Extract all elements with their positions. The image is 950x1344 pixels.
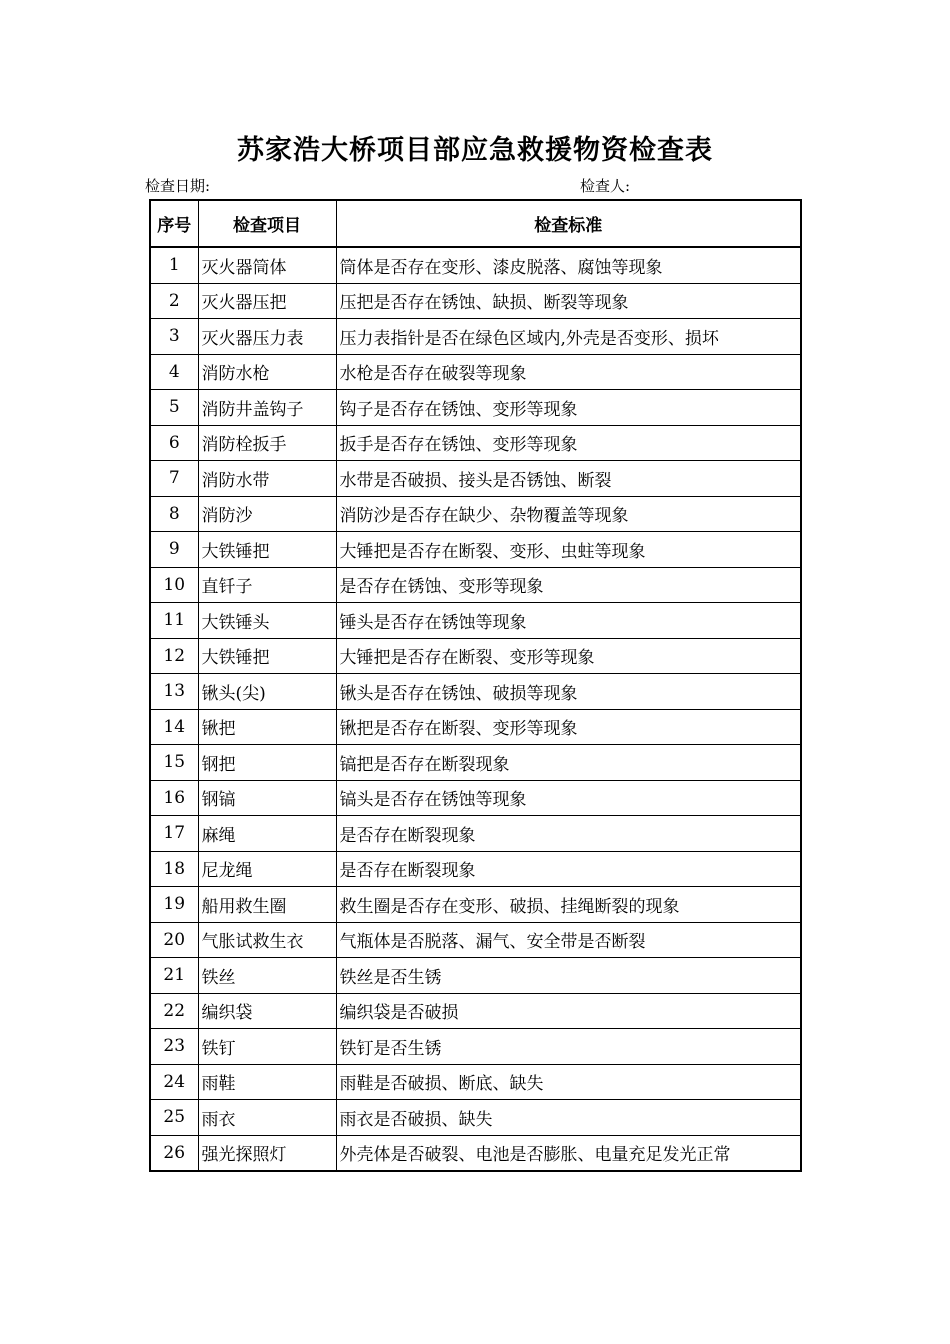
inspection-standard-cell: 雨衣是否破损、缺失 xyxy=(336,1100,801,1136)
serial-no-cell: 7 xyxy=(150,461,198,497)
header-inspection-standard: 检查标准 xyxy=(336,200,801,247)
table-row xyxy=(150,780,801,816)
serial-no-cell: 6 xyxy=(150,425,198,461)
serial-no-cell: 4 xyxy=(150,354,198,390)
table-row xyxy=(150,1064,801,1100)
inspection-item-cell: 消防沙 xyxy=(198,496,336,532)
table-row xyxy=(150,638,801,674)
inspection-standard-cell: 锹头是否存在锈蚀、破损等现象 xyxy=(336,674,801,710)
inspection-item-cell: 尼龙绳 xyxy=(198,851,336,887)
inspection-item-cell: 雨鞋 xyxy=(198,1064,336,1100)
inspection-standard-cell: 气瓶体是否脱落、漏气、安全带是否断裂 xyxy=(336,922,801,958)
inspection-standard-cell: 筒体是否存在变形、漆皮脱落、腐蚀等现象 xyxy=(336,247,801,283)
table-row xyxy=(150,567,801,603)
inspection-standard-cell: 水枪是否存在破裂等现象 xyxy=(336,354,801,390)
inspection-item-cell: 灭火器压把 xyxy=(198,283,336,319)
inspection-item-cell: 船用救生圈 xyxy=(198,887,336,923)
inspection-standard-cell: 外壳体是否破裂、电池是否膨胀、电量充足发光正常 xyxy=(336,1135,801,1171)
inspection-item-cell: 麻绳 xyxy=(198,816,336,852)
table-row xyxy=(150,532,801,568)
table-row xyxy=(150,354,801,390)
inspection-item-cell: 消防水枪 xyxy=(198,354,336,390)
serial-no-cell: 19 xyxy=(150,887,198,923)
serial-no-cell: 8 xyxy=(150,496,198,532)
serial-no-cell: 2 xyxy=(150,283,198,319)
inspection-standard-cell: 钩子是否存在锈蚀、变形等现象 xyxy=(336,390,801,426)
inspection-standard-cell: 锹把是否存在断裂、变形等现象 xyxy=(336,709,801,745)
inspection-item-cell: 大铁锤头 xyxy=(198,603,336,639)
inspection-standard-cell: 水带是否破损、接头是否锈蚀、断裂 xyxy=(336,461,801,497)
inspection-standard-cell: 是否存在锈蚀、变形等现象 xyxy=(336,567,801,603)
inspection-standard-cell: 大锤把是否存在断裂、变形、虫蛀等现象 xyxy=(336,532,801,568)
inspection-item-cell: 钢把 xyxy=(198,745,336,781)
serial-no-cell: 15 xyxy=(150,745,198,781)
inspection-date-label: 检查日期: xyxy=(145,177,211,195)
inspection-item-cell: 消防水带 xyxy=(198,461,336,497)
serial-no-cell: 3 xyxy=(150,319,198,355)
inspection-standard-cell: 铁丝是否生锈 xyxy=(336,958,801,994)
inspection-standard-cell: 铁钉是否生锈 xyxy=(336,1029,801,1065)
header-serial-no: 序号 xyxy=(150,200,198,247)
inspection-item-cell: 锹头(尖) xyxy=(198,674,336,710)
inspection-item-cell: 大铁锤把 xyxy=(198,638,336,674)
page-title: 苏家浩大桥项目部应急救援物资检查表 xyxy=(237,135,713,166)
inspection-item-cell: 铁钉 xyxy=(198,1029,336,1065)
header-inspection-item: 检查项目 xyxy=(198,200,336,247)
inspection-standard-cell: 是否存在断裂现象 xyxy=(336,851,801,887)
inspector-label: 检查人: xyxy=(580,177,631,195)
table-row xyxy=(150,887,801,923)
inspection-standard-cell: 压把是否存在锈蚀、缺损、断裂等现象 xyxy=(336,283,801,319)
inspection-item-cell: 锹把 xyxy=(198,709,336,745)
inspection-item-cell: 气胀试救生衣 xyxy=(198,922,336,958)
inspection-item-cell: 大铁锤把 xyxy=(198,532,336,568)
serial-no-cell: 20 xyxy=(150,922,198,958)
inspection-standard-cell: 雨鞋是否破损、断底、缺失 xyxy=(336,1064,801,1100)
serial-no-cell: 13 xyxy=(150,674,198,710)
inspection-item-cell: 钢镐 xyxy=(198,780,336,816)
inspection-standard-cell: 大锤把是否存在断裂、变形等现象 xyxy=(336,638,801,674)
serial-no-cell: 17 xyxy=(150,816,198,852)
table-row xyxy=(150,425,801,461)
serial-no-cell: 12 xyxy=(150,638,198,674)
inspection-standard-cell: 锤头是否存在锈蚀等现象 xyxy=(336,603,801,639)
table-row xyxy=(150,674,801,710)
serial-no-cell: 26 xyxy=(150,1135,198,1171)
inspection-standard-cell: 镐把是否存在断裂现象 xyxy=(336,745,801,781)
table-row xyxy=(150,1029,801,1065)
inspection-item-cell: 直钎子 xyxy=(198,567,336,603)
inspection-item-cell: 雨衣 xyxy=(198,1100,336,1136)
inspection-standard-cell: 消防沙是否存在缺少、杂物覆盖等现象 xyxy=(336,496,801,532)
serial-no-cell: 24 xyxy=(150,1064,198,1100)
table-row xyxy=(150,958,801,994)
inspection-item-cell: 灭火器压力表 xyxy=(198,319,336,355)
serial-no-cell: 1 xyxy=(150,247,198,283)
table-row xyxy=(150,319,801,355)
table-body xyxy=(150,247,801,1171)
table-row xyxy=(150,603,801,639)
serial-no-cell: 5 xyxy=(150,390,198,426)
inspection-standard-cell: 镐头是否存在锈蚀等现象 xyxy=(336,780,801,816)
table-row xyxy=(150,390,801,426)
table-row xyxy=(150,922,801,958)
serial-no-cell: 21 xyxy=(150,958,198,994)
table-row xyxy=(150,496,801,532)
table-row xyxy=(150,816,801,852)
table-row xyxy=(150,1100,801,1136)
table-row xyxy=(150,247,801,283)
table-row xyxy=(150,461,801,497)
serial-no-cell: 16 xyxy=(150,780,198,816)
serial-no-cell: 22 xyxy=(150,993,198,1029)
inspection-table xyxy=(149,199,802,1172)
inspection-item-cell: 消防井盖钩子 xyxy=(198,390,336,426)
table-row xyxy=(150,283,801,319)
inspection-standard-cell: 编织袋是否破损 xyxy=(336,993,801,1029)
inspection-standard-cell: 救生圈是否存在变形、破损、挂绳断裂的现象 xyxy=(336,887,801,923)
table-row xyxy=(150,745,801,781)
inspection-item-cell: 强光探照灯 xyxy=(198,1135,336,1171)
table-row xyxy=(150,993,801,1029)
inspection-standard-cell: 扳手是否存在锈蚀、变形等现象 xyxy=(336,425,801,461)
table-row xyxy=(150,851,801,887)
serial-no-cell: 10 xyxy=(150,567,198,603)
serial-no-cell: 14 xyxy=(150,709,198,745)
inspection-standard-cell: 是否存在断裂现象 xyxy=(336,816,801,852)
serial-no-cell: 25 xyxy=(150,1100,198,1136)
inspection-item-cell: 消防栓扳手 xyxy=(198,425,336,461)
inspection-standard-cell: 压力表指针是否在绿色区域内,外壳是否变形、损坏 xyxy=(336,319,801,355)
table-row xyxy=(150,709,801,745)
inspection-item-cell: 灭火器筒体 xyxy=(198,247,336,283)
serial-no-cell: 9 xyxy=(150,532,198,568)
table-row xyxy=(150,1135,801,1171)
serial-no-cell: 23 xyxy=(150,1029,198,1065)
inspection-item-cell: 铁丝 xyxy=(198,958,336,994)
inspection-item-cell: 编织袋 xyxy=(198,993,336,1029)
serial-no-cell: 18 xyxy=(150,851,198,887)
table-header-row xyxy=(150,200,801,247)
serial-no-cell: 11 xyxy=(150,603,198,639)
